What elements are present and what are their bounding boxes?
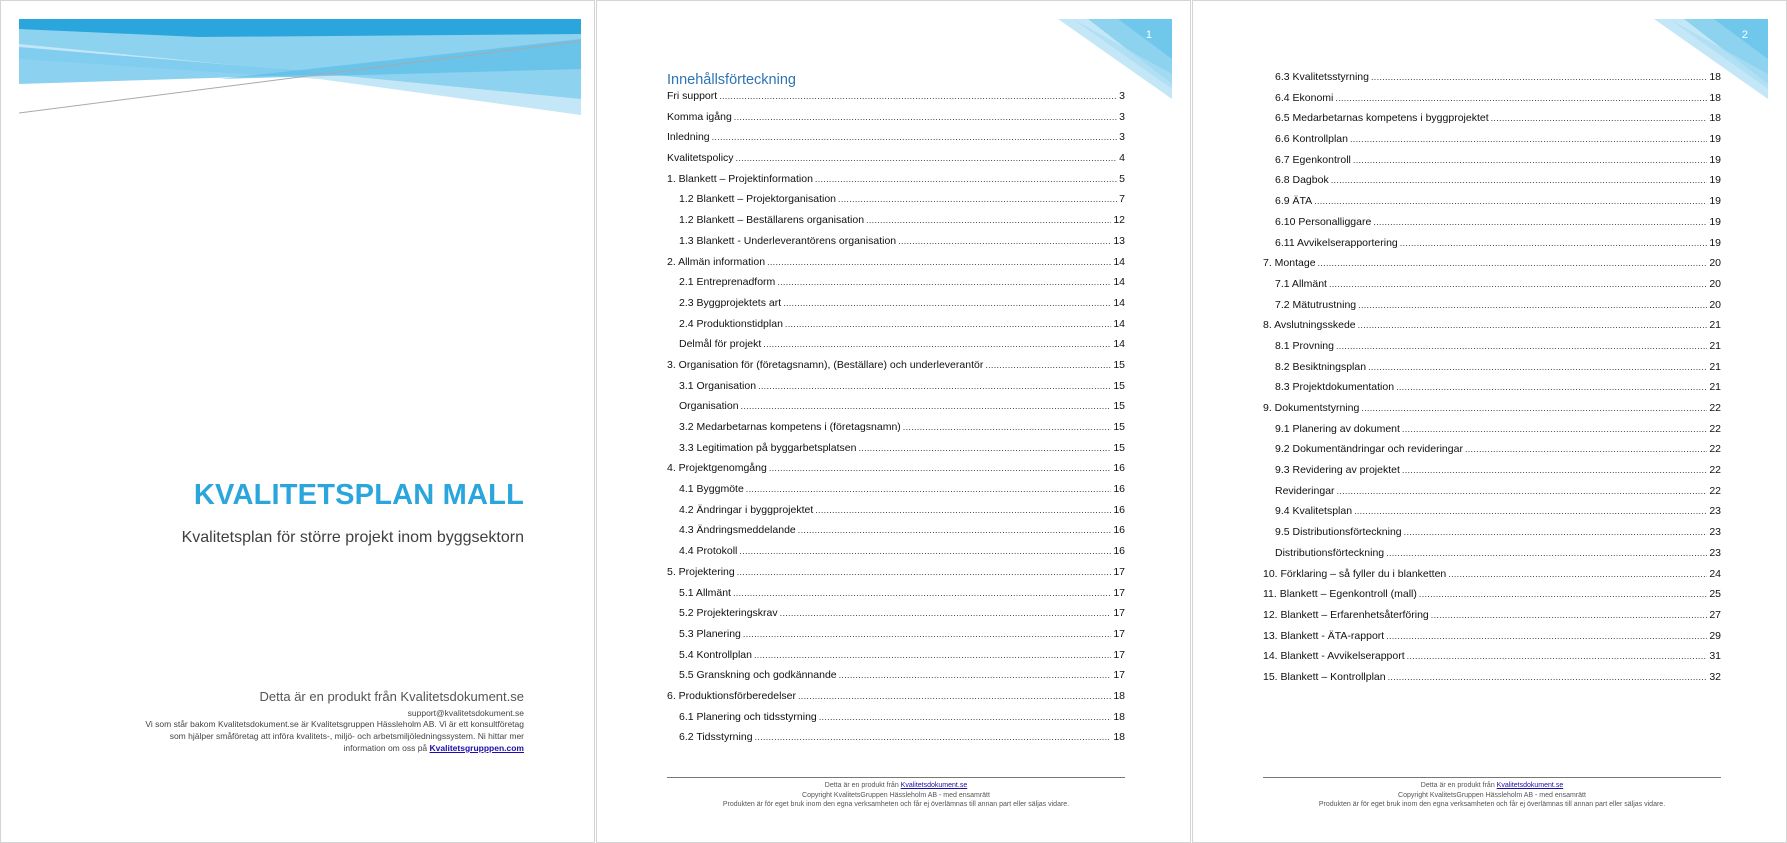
toc-entry-title: 6.6 Kontrollplan	[1275, 133, 1348, 146]
toc-entry[interactable]	[667, 193, 1125, 214]
toc-dot-leader	[763, 339, 1111, 349]
toc-dot-leader	[741, 401, 1112, 411]
toc-entry[interactable]	[667, 90, 1125, 111]
toc-entry-page: 14	[1113, 317, 1125, 330]
toc-dot-leader	[1491, 113, 1708, 123]
toc-entry-page: 5	[1119, 172, 1125, 185]
toc-entry-title: 9.1 Planering av dokument	[1275, 422, 1400, 435]
toc-dot-leader	[798, 525, 1112, 535]
toc-entry[interactable]	[1263, 92, 1721, 113]
toc-entry-title: Revideringar	[1275, 484, 1335, 497]
table-of-contents	[667, 72, 1125, 752]
toc-entry[interactable]	[667, 111, 1125, 132]
toc-dot-leader	[1419, 589, 1707, 599]
cover-banner-graphic	[19, 19, 581, 115]
toc-entry[interactable]	[1263, 154, 1721, 175]
toc-entry-title: 9.4 Kvalitetsplan	[1275, 505, 1353, 518]
toc-entry-page: 17	[1113, 607, 1125, 620]
toc-entry-title: 5.5 Granskning och godkännande	[679, 669, 837, 682]
toc-entry[interactable]	[667, 400, 1125, 421]
toc-entry[interactable]	[1263, 237, 1721, 258]
toc-dot-leader	[1368, 362, 1707, 372]
toc-entry-page: 23	[1709, 505, 1721, 518]
toc-entry-title: 9.2 Dokumentändringar och revideringar	[1275, 443, 1463, 456]
toc-dot-leader	[719, 91, 1117, 101]
toc-entry-title: 2. Allmän information	[667, 255, 766, 268]
toc-entry[interactable]	[1263, 174, 1721, 195]
toc-dot-leader	[903, 422, 1112, 432]
toc-dot-leader	[1318, 258, 1708, 268]
toc-entry-page: 22	[1709, 402, 1721, 414]
toc-page-2	[1192, 0, 1787, 843]
toc-entry-title: 8. Avslutningsskede	[1263, 319, 1356, 332]
toc-entry-page: 21	[1709, 360, 1721, 373]
toc-page-1	[596, 0, 1191, 843]
toc-dot-leader	[769, 463, 1111, 473]
toc-entry-page: 32	[1709, 670, 1721, 683]
toc-entry-page: 23	[1709, 546, 1721, 559]
toc-entry-title: 3.2 Medarbetarnas kompetens i (företagsnamn)	[679, 421, 901, 433]
toc-entry-title: 5.3 Planering	[679, 627, 741, 640]
toc-entry-title: 4.4 Protokoll	[679, 545, 738, 558]
toc-dot-leader	[1388, 672, 1708, 682]
toc-dot-leader	[1358, 300, 1707, 310]
toc-dot-leader	[758, 381, 1111, 391]
toc-dot-leader	[1386, 548, 1707, 558]
toc-entry-page: 22	[1709, 464, 1721, 477]
toc-entry-page: 3	[1119, 110, 1125, 123]
toc-entry-page: 18	[1709, 71, 1721, 83]
toc-entry-title: 7.1 Allmänt	[1275, 277, 1327, 290]
toc-entry[interactable]	[1263, 485, 1721, 506]
toc-entry-page: 16	[1113, 545, 1125, 558]
toc-entry[interactable]	[667, 524, 1125, 545]
toc-entry-page: 18	[1113, 710, 1125, 723]
toc-entry-page: 23	[1709, 526, 1721, 539]
toc-entry-title: 4.2 Ändringar i byggprojektet	[679, 503, 814, 516]
toc-dot-leader	[780, 608, 1112, 618]
toc-entry[interactable]	[667, 256, 1125, 277]
toc-entry[interactable]	[1263, 71, 1721, 92]
toc-dot-leader	[1329, 279, 1707, 289]
toc-entry-page: 20	[1709, 257, 1721, 270]
footer-line-3: Produkten är för eget bruk inom den egna verksamheten och får ej överlämnas till annan part eller säljas vidare.	[722, 801, 1070, 808]
toc-entry-title: Kvalitetspolicy	[667, 152, 734, 165]
page-number: 1	[1145, 29, 1152, 41]
toc-dot-leader	[985, 360, 1111, 370]
toc-entry[interactable]	[1263, 361, 1721, 382]
toc-entry-page: 31	[1709, 650, 1721, 663]
toc-entry-title: Komma igång	[667, 110, 732, 123]
toc-dot-leader	[1331, 175, 1708, 185]
toc-entry[interactable]	[667, 504, 1125, 525]
toc-entry[interactable]	[667, 359, 1125, 380]
toc-dot-leader	[1353, 155, 1707, 165]
toc-entry[interactable]	[1263, 381, 1721, 402]
toc-entry[interactable]	[667, 318, 1125, 339]
footer-line-1	[667, 781, 1125, 791]
toc-entry[interactable]	[1263, 630, 1721, 651]
toc-entry-page: 17	[1113, 586, 1125, 599]
toc-entry-title: 6. Produktionsförberedelser	[667, 689, 796, 702]
toc-dot-leader	[838, 194, 1117, 204]
toc-entry-page: 17	[1113, 648, 1125, 661]
toc-entry[interactable]	[667, 462, 1125, 483]
toc-entry-page: 18	[1709, 91, 1721, 104]
toc-heading: Innehållsförteckning	[667, 72, 796, 88]
toc-dot-leader	[1400, 238, 1708, 248]
product-line: Detta är en produkt från Kvalitetsdokument.se	[259, 689, 524, 704]
toc-entry[interactable]	[1263, 671, 1721, 692]
toc-dot-leader	[736, 153, 1118, 163]
toc-dot-leader	[798, 691, 1111, 701]
toc-entry-title: 14. Blankett - Avvikelserapport	[1263, 650, 1405, 663]
toc-entry-title: 8.2 Besiktningsplan	[1275, 360, 1367, 373]
toc-entry-title: 6.9 ÄTA	[1275, 195, 1313, 208]
toc-dot-leader	[783, 298, 1111, 308]
page-footer	[1263, 777, 1721, 810]
footer-line-1	[1263, 781, 1721, 791]
footer-prefix: Detta är en produkt från	[824, 782, 899, 789]
toc-dot-leader	[866, 215, 1111, 225]
toc-dot-leader	[1358, 320, 1708, 330]
toc-dot-leader	[815, 174, 1117, 184]
toc-entry-title: 5.1 Allmänt	[679, 586, 731, 599]
toc-entry-page: 18	[1113, 731, 1125, 744]
toc-entry-page: 29	[1709, 629, 1721, 642]
toc-entry-title: 2.3 Byggprojektets art	[679, 296, 782, 309]
toc-entry-title: 2.4 Produktionstidplan	[679, 317, 783, 330]
toc-entry[interactable]	[1263, 547, 1721, 568]
toc-dot-leader	[737, 567, 1112, 577]
toc-entry[interactable]	[1263, 526, 1721, 547]
toc-entry-title: 7. Montage	[1263, 257, 1316, 270]
toc-list	[1263, 71, 1721, 692]
toc-entry-title: 9.5 Distributionsförteckning	[1275, 526, 1402, 539]
toc-dot-leader	[1336, 341, 1707, 351]
toc-entry-page: 16	[1113, 483, 1125, 496]
toc-entry[interactable]	[667, 628, 1125, 649]
toc-entry-page: 19	[1709, 236, 1721, 249]
toc-entry-page: 19	[1709, 153, 1721, 166]
toc-entry[interactable]	[1263, 112, 1721, 133]
toc-dot-leader	[743, 629, 1111, 639]
toc-entry-page: 16	[1113, 462, 1125, 475]
toc-entry-title: 7.2 Mätutrustning	[1275, 298, 1357, 311]
toc-entry[interactable]	[1263, 402, 1721, 423]
page-number: 2	[1741, 29, 1748, 41]
toc-entry[interactable]	[1263, 568, 1721, 589]
toc-dot-leader	[712, 132, 1118, 142]
toc-entry-title: 9.3 Revidering av projektet	[1275, 464, 1400, 477]
page-footer	[667, 777, 1125, 810]
footer-link[interactable]: Kvalitetsdokument.se	[900, 782, 968, 789]
toc-entry-title: 6.1 Planering och tidsstyrning	[679, 710, 817, 723]
footer-prefix: Detta är en produkt från	[1420, 782, 1495, 789]
toc-entry-page: 22	[1709, 484, 1721, 497]
toc-entry[interactable]	[667, 442, 1125, 463]
toc-entry-title: 6.7 Egenkontroll	[1275, 153, 1351, 166]
toc-dot-leader	[858, 443, 1111, 453]
toc-entry-title: Inledning	[667, 131, 710, 144]
toc-entry-title: 13. Blankett - ÄTA-rapport	[1263, 629, 1385, 642]
toc-dot-leader	[1402, 424, 1707, 434]
toc-entry-title: 1. Blankett – Projektinformation	[667, 172, 813, 185]
toc-entry[interactable]	[667, 566, 1125, 587]
toc-entry[interactable]	[1263, 423, 1721, 444]
toc-entry-title: 5. Projektering	[667, 565, 735, 578]
toc-entry-page: 17	[1113, 565, 1125, 578]
toc-entry[interactable]	[667, 649, 1125, 670]
toc-entry[interactable]	[667, 235, 1125, 256]
toc-dot-leader	[815, 505, 1111, 515]
about-text-body: Vi som står bakom Kvalitetsdokument.se är Kvalitetsgruppen Hässleholm AB. Vi är ett konsultföretag som hjälper småföretag att införa kvalitets-, miljö- och arbetsmiljöledningssystem. Ni hittar mer information om oss på	[145, 719, 524, 753]
toc-entry-title: 9. Dokumentstyrning	[1263, 402, 1360, 414]
toc-entry-page: 15	[1113, 379, 1125, 392]
toc-entry-page: 16	[1113, 503, 1125, 516]
toc-dot-leader	[739, 546, 1111, 556]
toc-entry[interactable]	[1263, 505, 1721, 526]
toc-entry-page: 13	[1113, 234, 1125, 247]
toc-entry-title: 1.3 Blankett - Underleverantörens organisation	[679, 234, 897, 247]
about-link[interactable]: Kvalitetsgrupppen.com	[429, 743, 524, 753]
support-email[interactable]: support@kvalitetsdokument.se	[407, 708, 524, 718]
toc-entry[interactable]	[667, 731, 1125, 752]
toc-entry-page: 27	[1709, 608, 1721, 621]
toc-entry[interactable]	[667, 297, 1125, 318]
toc-entry[interactable]	[667, 669, 1125, 690]
toc-dot-leader	[746, 484, 1112, 494]
toc-dot-leader	[777, 277, 1111, 287]
toc-entry[interactable]	[1263, 195, 1721, 216]
toc-entry-title: Fri support	[667, 90, 718, 102]
toc-dot-leader	[785, 319, 1111, 329]
toc-entry-page: 15	[1113, 400, 1125, 413]
toc-entry-title: 1.2 Blankett – Beställarens organisation	[679, 214, 865, 227]
toc-dot-leader	[1335, 93, 1707, 103]
toc-dot-leader	[1431, 610, 1708, 620]
toc-entry-page: 7	[1119, 193, 1125, 206]
toc-entry-title: 1.2 Blankett – Projektorganisation	[679, 193, 837, 206]
toc-dot-leader	[1386, 631, 1707, 641]
toc-dot-leader	[754, 650, 1111, 660]
toc-entry-page: 21	[1709, 381, 1721, 394]
toc-entry-title: 4.1 Byggmöte	[679, 483, 744, 496]
toc-dot-leader	[1396, 382, 1707, 392]
toc-entry-page: 18	[1709, 112, 1721, 125]
about-text	[144, 718, 524, 754]
toc-entry[interactable]	[667, 380, 1125, 401]
toc-entry-title: 15. Blankett – Kontrollplan	[1263, 670, 1386, 683]
toc-entry[interactable]	[1263, 319, 1721, 340]
toc-entry-page: 17	[1113, 627, 1125, 640]
toc-entry-title: 12. Blankett – Erfarenhetsåterföring	[1263, 608, 1429, 621]
toc-entry-title: 6.5 Medarbetarnas kompetens i byggprojektet	[1275, 112, 1489, 125]
toc-entry-page: 14	[1113, 276, 1125, 289]
toc-entry-page: 15	[1113, 441, 1125, 454]
footer-line-2: Copyright KvalitetsGruppen Hässleholm AB - med ensamrätt	[1398, 791, 1586, 799]
toc-entry[interactable]	[667, 421, 1125, 442]
toc-entry-title: 6.4 Ekonomi	[1275, 91, 1334, 104]
toc-entry[interactable]	[1263, 443, 1721, 464]
toc-entry-page: 14	[1113, 338, 1125, 351]
toc-entry[interactable]	[1263, 340, 1721, 361]
toc-entry-title: 8.1 Provning	[1275, 339, 1334, 352]
toc-entry-title: 4.3 Ändringsmeddelande	[679, 524, 796, 537]
cover-subtitle: Kvalitetsplan för större projekt inom byggsektorn	[181, 529, 524, 546]
toc-entry-page: 22	[1709, 443, 1721, 456]
toc-dot-leader	[898, 236, 1111, 246]
toc-entry-page: 12	[1113, 214, 1125, 227]
toc-dot-leader	[1404, 527, 1708, 537]
toc-dot-leader	[1350, 134, 1707, 144]
toc-entry-page: 15	[1113, 358, 1125, 371]
toc-entry[interactable]	[667, 483, 1125, 504]
toc-entry-page: 19	[1709, 215, 1721, 228]
toc-entry-page: 20	[1709, 298, 1721, 311]
toc-entry-title: 6.10 Personalliggare	[1275, 215, 1372, 228]
toc-entry-page: 25	[1709, 588, 1721, 601]
toc-entry[interactable]	[667, 711, 1125, 732]
toc-entry-title: Distributionsförteckning	[1275, 546, 1385, 559]
toc-entry-title: 5.4 Kontrollplan	[679, 648, 752, 661]
toc-entry-title: 3.3 Legitimation på byggarbetsplatsen	[679, 441, 857, 454]
toc-dot-leader	[1465, 444, 1707, 454]
toc-dot-leader	[767, 257, 1111, 267]
footer-link[interactable]: Kvalitetsdokument.se	[1496, 782, 1564, 789]
cover-info	[144, 689, 524, 754]
toc-entry-title: 6.3 Kvalitetsstyrning	[1275, 71, 1369, 83]
toc-dot-leader	[819, 712, 1112, 722]
toc-dot-leader	[839, 670, 1112, 680]
toc-entry[interactable]	[1263, 650, 1721, 671]
toc-entry-page: 15	[1113, 421, 1125, 433]
toc-entry[interactable]	[667, 690, 1125, 711]
toc-entry-title: 6.2 Tidsstyrning	[679, 731, 753, 744]
toc-dot-leader	[755, 732, 1112, 742]
toc-entry[interactable]	[667, 607, 1125, 628]
toc-entry[interactable]	[667, 276, 1125, 297]
toc-list	[667, 90, 1125, 752]
toc-entry-title: 6.8 Dagbok	[1275, 174, 1329, 187]
toc-entry-page: 19	[1709, 174, 1721, 187]
toc-entry-title: 3.1 Organisation	[679, 379, 757, 392]
toc-entry-title: 6.11 Avvikelserapportering	[1275, 236, 1398, 249]
toc-entry[interactable]	[667, 338, 1125, 359]
toc-entry-page: 19	[1709, 195, 1721, 208]
toc-entry[interactable]	[1263, 464, 1721, 485]
toc-entry[interactable]	[667, 152, 1125, 173]
toc-entry-page: 14	[1113, 296, 1125, 309]
cover-title: KVALITETSPLAN MALL	[193, 479, 524, 511]
toc-dot-leader	[734, 112, 1117, 122]
toc-entry-page: 16	[1113, 524, 1125, 537]
toc-entry-title: 3. Organisation för (företagsnamn), (Beställare) och underleverantör	[667, 358, 984, 371]
toc-entry-title: 5.2 Projekteringskrav	[679, 607, 778, 620]
toc-entry[interactable]	[1263, 257, 1721, 278]
toc-entry[interactable]	[1263, 299, 1721, 320]
toc-entry-title: Delmål för projekt	[679, 338, 762, 351]
toc-entry[interactable]	[1263, 216, 1721, 237]
toc-entry[interactable]	[1263, 133, 1721, 154]
footer-line-3: Produkten är för eget bruk inom den egna verksamheten och får ej överlämnas till annan part eller säljas vidare.	[1318, 801, 1666, 808]
toc-dot-leader	[1448, 569, 1707, 579]
toc-entry-title: 2.1 Entreprenadform	[679, 276, 776, 289]
toc-dot-leader	[1361, 403, 1707, 413]
toc-entry[interactable]	[667, 131, 1125, 152]
toc-entry-page: 22	[1709, 422, 1721, 435]
toc-entry-page: 21	[1709, 339, 1721, 352]
toc-dot-leader	[1337, 486, 1708, 496]
toc-entry-page: 20	[1709, 277, 1721, 290]
toc-entry[interactable]	[667, 587, 1125, 608]
toc-entry-page: 3	[1119, 90, 1125, 102]
toc-entry[interactable]	[667, 214, 1125, 235]
toc-entry-title: 4. Projektgenomgång	[667, 462, 767, 475]
toc-dot-leader	[1314, 196, 1707, 206]
toc-dot-leader	[733, 588, 1111, 598]
toc-dot-leader	[1354, 506, 1707, 516]
toc-entry-title: 11. Blankett – Egenkontroll (mall)	[1263, 588, 1417, 601]
toc-entry-page: 24	[1709, 567, 1721, 580]
toc-entry-page: 14	[1113, 255, 1125, 268]
table-of-contents	[1263, 71, 1721, 692]
toc-entry[interactable]	[1263, 278, 1721, 299]
toc-entry-page: 4	[1119, 152, 1125, 165]
toc-dot-leader	[1371, 72, 1707, 82]
cover-page	[0, 0, 595, 843]
footer-line-2: Copyright KvalitetsGruppen Hässleholm AB - med ensamrätt	[802, 791, 990, 799]
toc-entry-page: 17	[1113, 669, 1125, 682]
toc-entry[interactable]	[667, 545, 1125, 566]
toc-entry-page: 19	[1709, 133, 1721, 146]
toc-entry-title: Organisation	[679, 400, 739, 413]
toc-entry[interactable]	[1263, 588, 1721, 609]
toc-entry-title: 8.3 Projektdokumentation	[1275, 381, 1395, 394]
toc-entry-title: 10. Förklaring – så fyller du i blanketten	[1263, 567, 1447, 580]
toc-entry-page: 3	[1119, 131, 1125, 144]
toc-entry[interactable]	[667, 173, 1125, 194]
toc-entry[interactable]	[1263, 609, 1721, 630]
toc-dot-leader	[1407, 651, 1708, 661]
toc-dot-leader	[1373, 217, 1707, 227]
toc-entry-page: 18	[1113, 689, 1125, 702]
toc-dot-leader	[1402, 465, 1707, 475]
toc-entry-page: 21	[1709, 319, 1721, 332]
